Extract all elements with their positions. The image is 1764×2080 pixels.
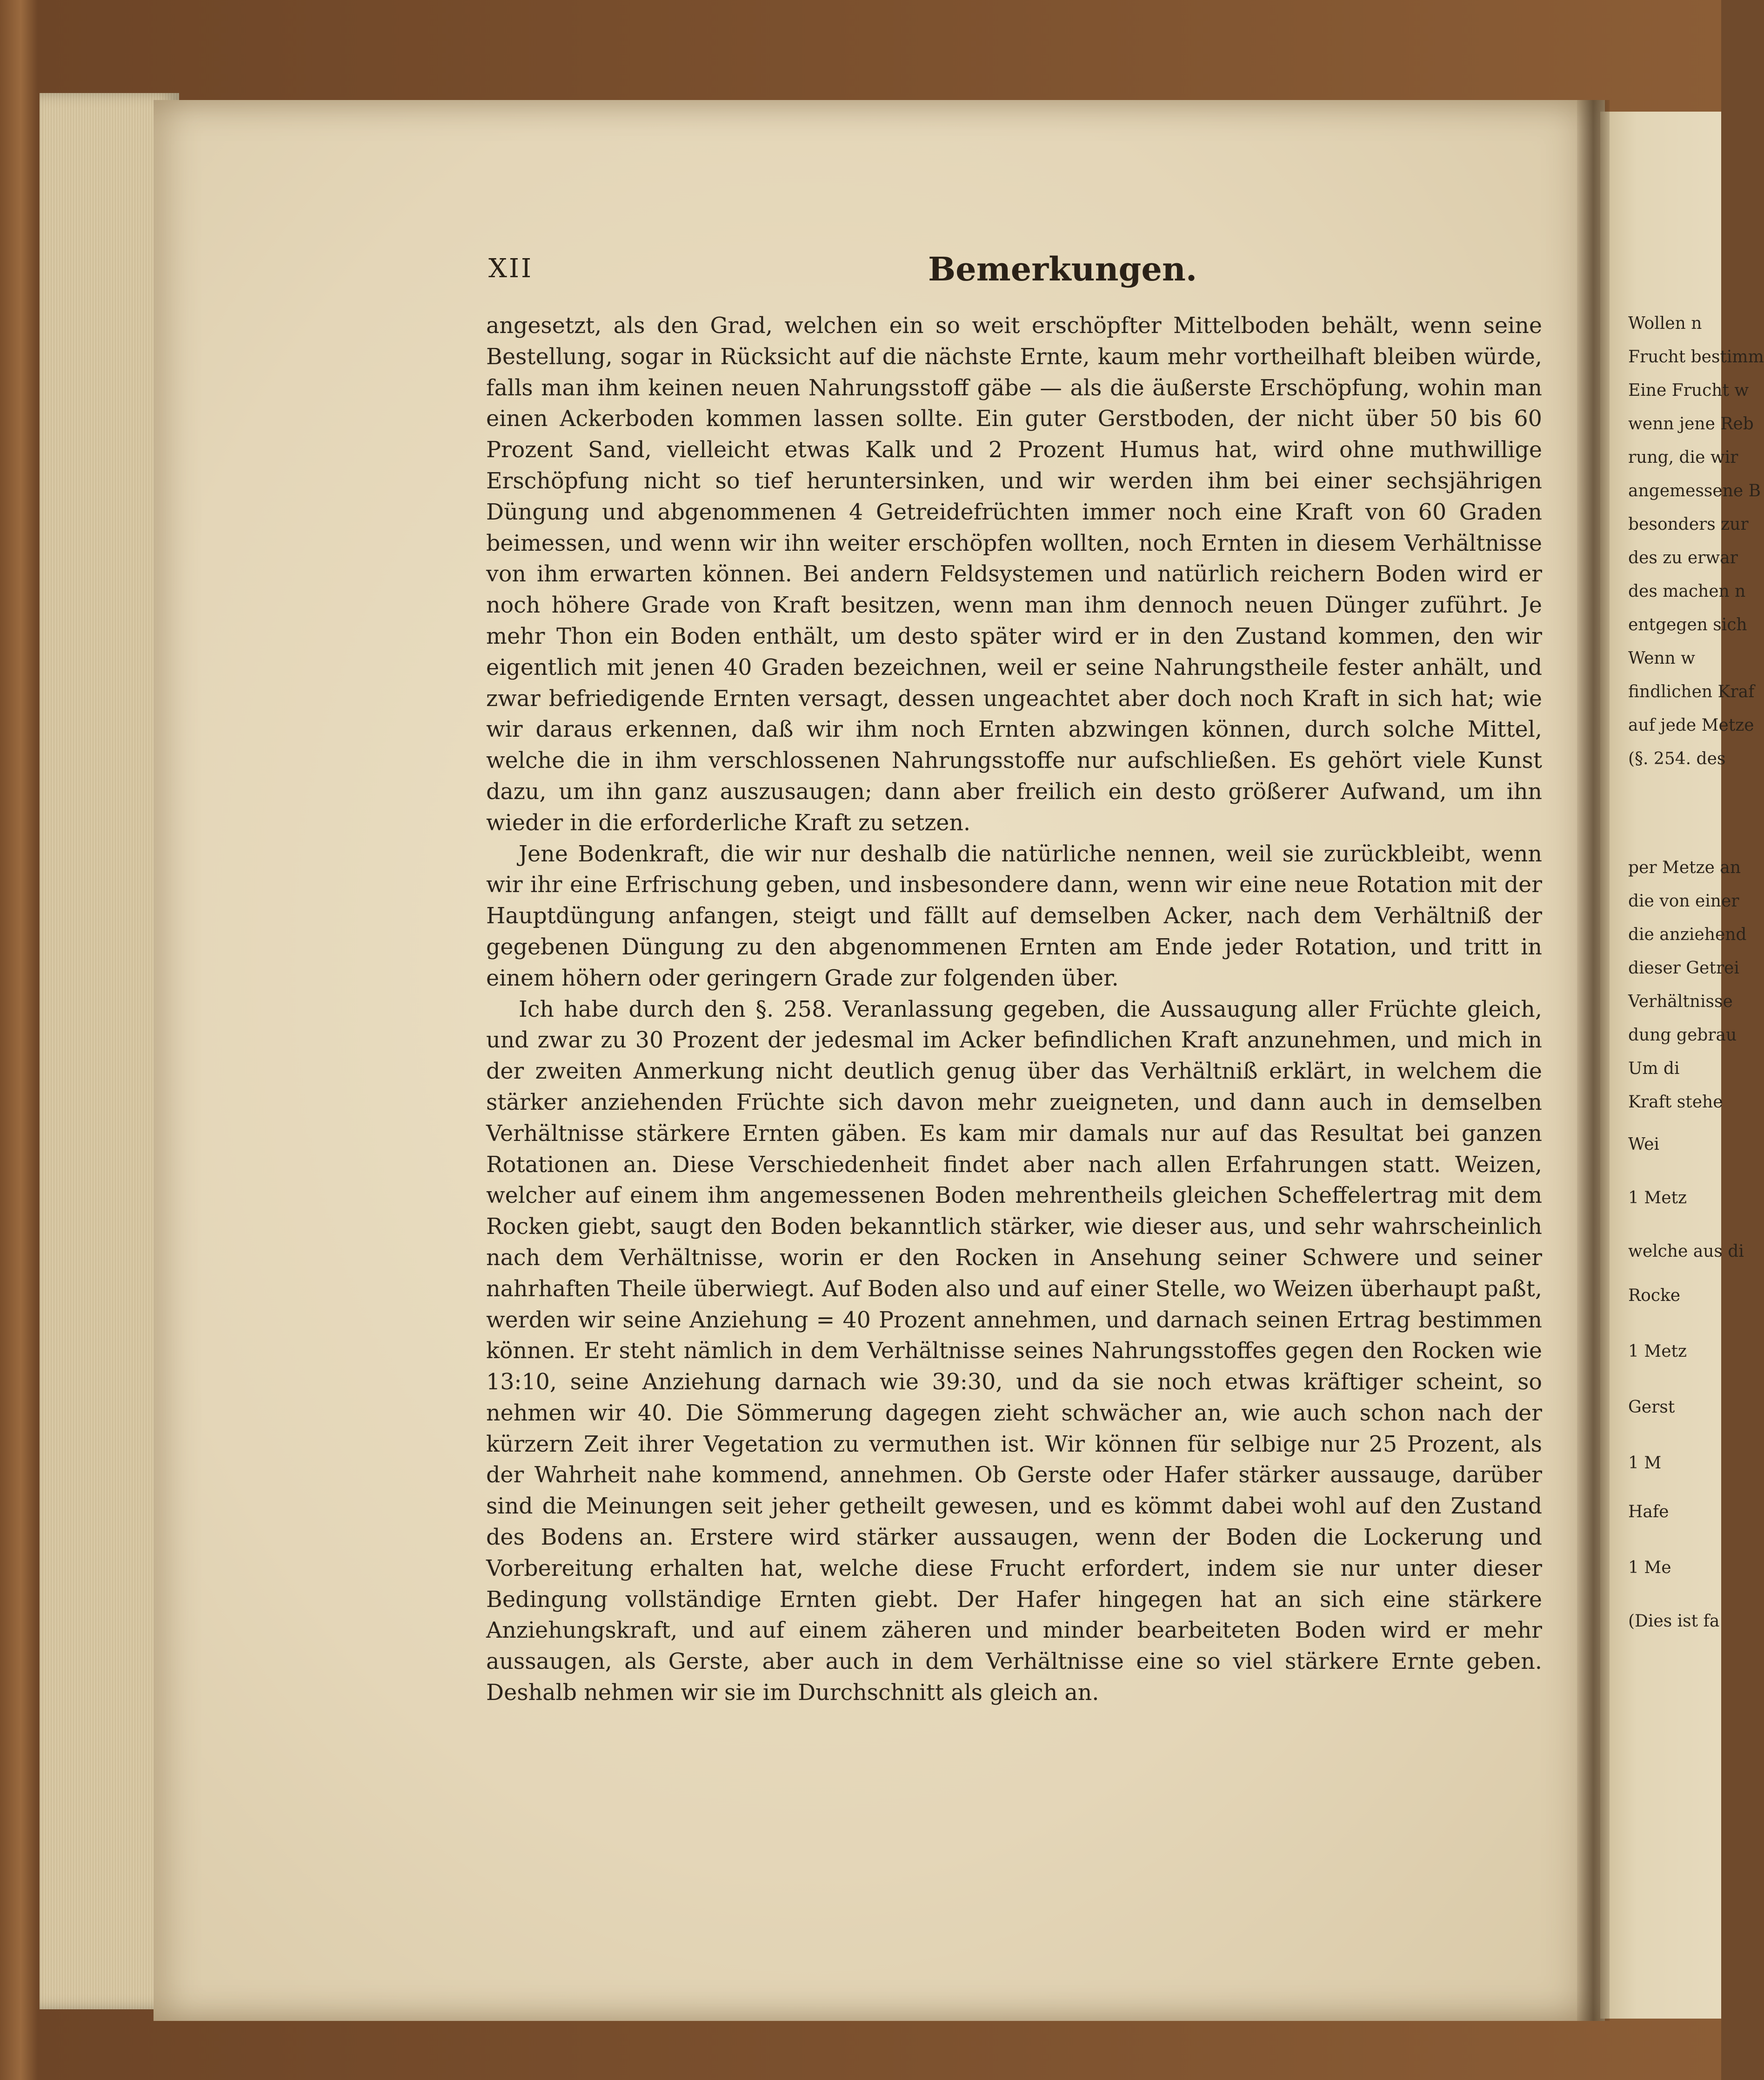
fragment-line: (Dies ist fa <box>1628 1612 1720 1631</box>
fragment-line: entgegen sich <box>1628 615 1747 634</box>
fragment-line: die von einer <box>1628 892 1739 911</box>
fragment-line: dung gebrau <box>1628 1026 1737 1045</box>
fragment-line: 1 Metz <box>1628 1342 1687 1361</box>
page-number: XII <box>488 253 534 284</box>
running-title: Bemerkungen. <box>928 250 1197 288</box>
fragment-line: Wei <box>1628 1135 1659 1154</box>
book-gutter <box>1577 100 1610 2021</box>
fragment-line: (§. 254. des <box>1628 749 1726 768</box>
fragment-line: Hafe <box>1628 1502 1669 1521</box>
fragment-line: dieser Getrei <box>1628 959 1739 978</box>
page-header <box>0 250 1721 295</box>
fragment-line: wenn jene Reb <box>1628 414 1754 433</box>
fragment-line: des zu erwar <box>1628 548 1738 567</box>
fragment-line: Frucht bestimm <box>1628 347 1764 367</box>
fragment-line: welche aus di <box>1628 1242 1744 1261</box>
fragment-line: besonders zur <box>1628 515 1749 534</box>
fragment-line: 1 Metz <box>1628 1188 1687 1207</box>
facing-page-fragments <box>1628 307 1764 1749</box>
paragraph: angesetzt, als den Grad, welchen ein so weit erschöpfter Mittelboden behält, wenn seine Bestellung, sogar in Rücksicht auf die nächste Ernte, kaum mehr vortheilhaft bleiben würde, falls man ihm keinen neuen Nahrungsstoff gäbe — als die äußerste Erschöpfung, wohin man einen Ackerboden kommen lassen sollte. Ein guter Gerstboden, der nicht über 50 bis 60 Prozent Sand, vielleicht etwas Kalk und 2 Prozent Humus hat, wird ohne muthwillige Erschöpfung nicht so tief heruntersinken, und wir werden ihm bei einer sechsjährigen Düngung und abgenommenen 4 Getreidefrüchten immer noch eine Kraft von 60 Graden beimessen, und wenn wir ihn weiter erschöpfen wollten, noch Ernten in diesem Verhältnisse von ihm erwarten können. Bei andern Feldsystemen und natürlich reichern Boden wird er noch höhere Grade von Kraft besitzen, wenn man ihm dennoch neuen Dünger zuführt. Je mehr Thon ein Boden enthält, um desto später wird er in den Zustand kommen, den wir eigentlich mit jenen 40 Graden bezeichnen, weil er seine Nahrungstheile fester anhält, und zwar befriedigende Ernten versagt, dessen ungeachtet aber doch noch Kraft in sich hat; wie wir daraus erkennen, daß wir ihm noch Ernten abzwingen können, durch solche Mittel, welche die in ihm verschlossenen Nahrungsstoffe nur aufschließen. Es gehört viele Kunst dazu, um ihn ganz auszusaugen; dann aber freilich ein desto größerer Aufwand, um ihn wieder in die erforderliche Kraft zu setzen. <box>486 313 1542 836</box>
paragraph: Jene Bodenkraft, die wir nur deshalb die natürliche nennen, weil sie zurückbleibt, wenn wir ihr eine Erfrischung geben, und insbesondere dann, wenn wir eine neue Rotation mit der Hauptdüngung anfangen, steigt und fällt auf demselben Acker, nach dem Verhältniß der gegebenen Düngung zu den abgenommenen Ernten am Ende jeder Rotation, und tritt in einem höhern oder geringern Grade zur folgenden über. <box>486 841 1542 991</box>
fragment-line: Eine Frucht w <box>1628 381 1749 400</box>
fragment-line: Wenn w <box>1628 649 1695 668</box>
body-text <box>486 311 1542 1706</box>
fragment-line: angemessene B <box>1628 481 1761 500</box>
fragment-line: Kraft stehe <box>1628 1093 1723 1112</box>
fragment-line: des machen n <box>1628 582 1746 601</box>
fragment-line: per Metze an <box>1628 858 1741 877</box>
fragment-line: rung, die wir <box>1628 448 1738 467</box>
fragment-line: die anziehend <box>1628 925 1747 944</box>
fragment-line: Um di <box>1628 1059 1680 1078</box>
fragment-line: 1 Me <box>1628 1558 1671 1577</box>
fragment-line: auf jede Metze <box>1628 716 1754 735</box>
fragment-line: Rocke <box>1628 1286 1681 1305</box>
paragraph: Ich habe durch den §. 258. Veranlassung gegeben, die Aussaugung aller Früchte gleich, und zwar zu 30 Prozent der jedesmal im Acker befindlichen Kraft anzunehmen, und mich in der zweiten Anmerkung nicht deutlich genug über das Verhältniß erklärt, in welchem die stärker anziehenden Früchte sich davon mehr zueigneten, und dann auch in demselben Verhältnisse stärkere Ernten gäben. Es kam mir damals nur auf das Resultat bei ganzen Rotationen an. Diese Verschiedenheit findet aber nach allen Erfahrungen statt. Weizen, welcher auf einem ihm angemessenen Boden mehrentheils gleichen Scheffelertrag mit dem Rocken giebt, saugt den Boden bekanntlich stärker, wie dieser aus, und sehr wahrscheinlich nach dem Verhältnisse, worin er den Rocken in Ansehung seiner Schwere und seiner nahrhaften Theile überwiegt. Auf Boden also und auf einer Stelle, wo Weizen überhaupt paßt, werden wir seine Anziehung = 40 Prozent annehmen, und darnach seinen Ertrag bestimmen können. Er steht nämlich in dem Verhältnisse seines Nahrungsstoffes gegen den Rocken wie 13:10, seine Anziehung darnach wie 39:30, und da sie noch etwas kräftiger scheint, so nehmen wir 40. Die Sömmerung dagegen zieht schwächer an, wie auch schon nach der kürzern Zeit ihrer Vegetation zu vermuthen ist. Wir können für selbige nur 25 Prozent, als der Wahrheit nahe kommend, annehmen. Ob Gerste oder Hafer stärker aussauge, darüber sind die Meinungen seit jeher getheilt gewesen, und es kömmt dabei wohl auf den Zustand des Bodens an. Erstere wird stärker aussaugen, wenn der Boden die Lockerung und Vorbereitung erhalten hat, welche diese Frucht erfordert, indem sie nur unter dieser Bedingung vollständige Ernten giebt. Der Hafer hingegen hat an sich eine stärkere Anziehungskraft, und auf einem zäheren und minder bearbeiteten Boden wird er mehr aussaugen, als Gerste, aber auch in dem Verhältnisse eine so viel stärkere Ernte geben. Deshalb nehmen wir sie im Durchschnitt als gleich an. <box>486 996 1542 1706</box>
fragment-line: findlichen Kraf <box>1628 682 1755 701</box>
fragment-line: Wollen n <box>1628 314 1702 333</box>
fragment-line: 1 M <box>1628 1453 1662 1473</box>
fragment-line: Verhältnisse <box>1628 992 1733 1011</box>
fragment-line: Gerst <box>1628 1398 1675 1417</box>
